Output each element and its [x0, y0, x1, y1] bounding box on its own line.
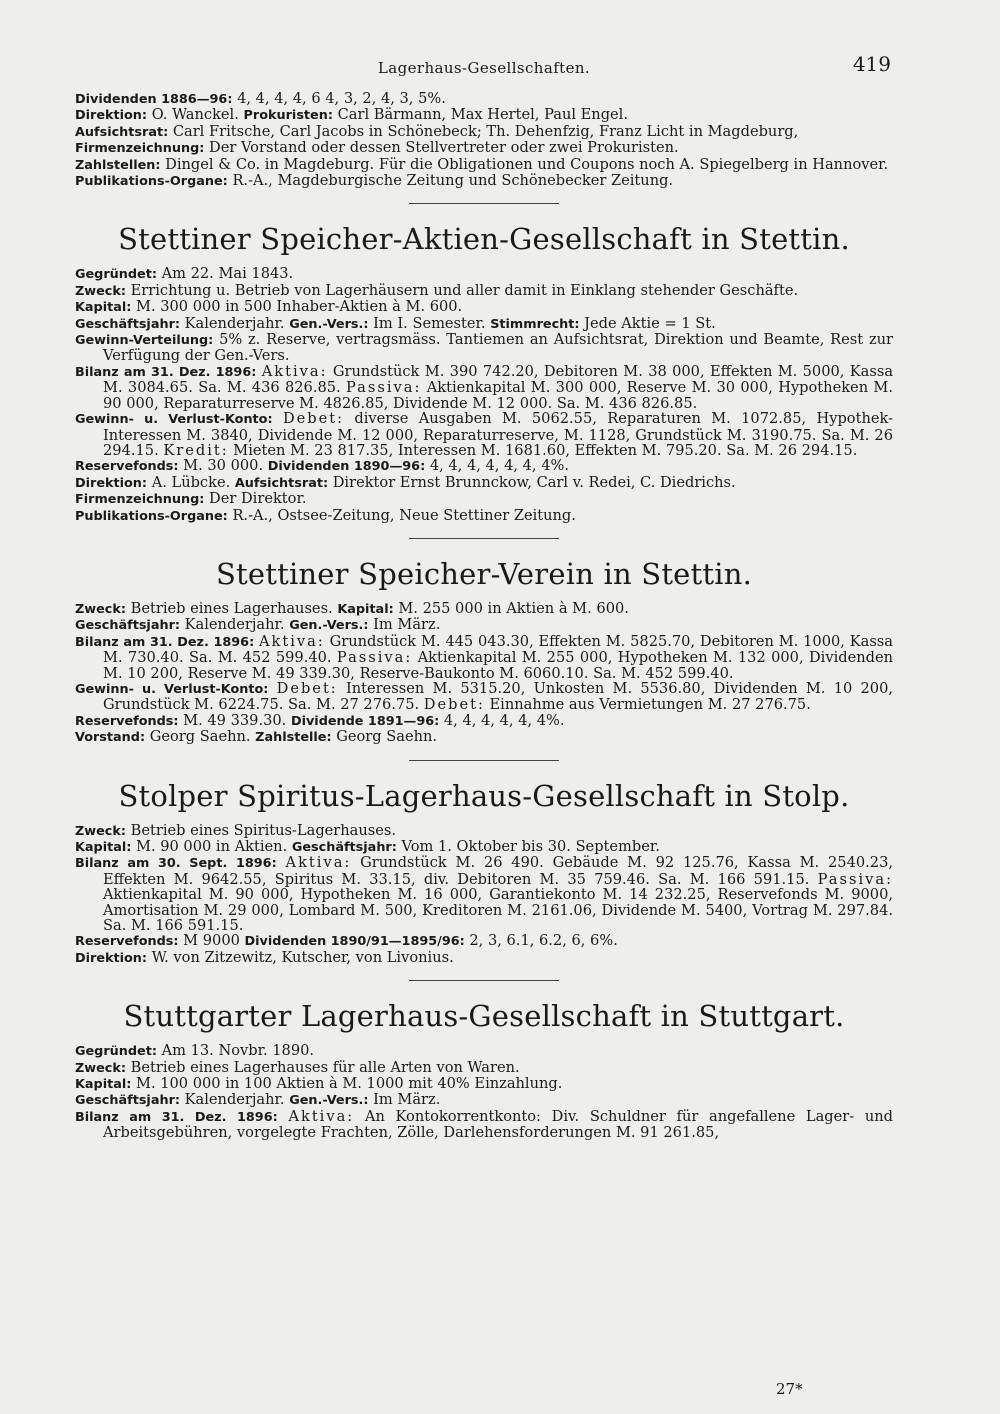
- company-heading: Stuttgarter Lagerhaus-Gesellschaft in Stuttgart.: [123, 999, 845, 1034]
- field-value: Grundstück M. 26 490. Gebäude M. 92 125.76, Kassa M. 2540.23, Effekten M. 9642.55, Spiritus M. 33.15, div. Debitoren M. 35 759.46. Sa. M. 166 591.15.: [103, 854, 894, 888]
- document-page: [75, 52, 894, 1142]
- profit-loss-line: [75, 411, 893, 458]
- liabilities-label: Passiva:: [817, 870, 893, 888]
- field-label: Gegründet:: [75, 267, 157, 283]
- company-entry: [75, 823, 893, 967]
- liabilities-label: Passiva:: [336, 649, 413, 667]
- fiscal-year-line: [75, 316, 893, 332]
- field-label: Bilanz am 31. Dez. 1896:: [75, 1109, 278, 1125]
- field-label: Kapital:: [337, 601, 394, 617]
- reserve-line: [75, 458, 893, 474]
- field-value: diverse Ausgaben M. 5062.55, Reparaturen M. 1072.85, Hypothek-Interessen M. 3840, Dividende M. 12 000, Reparaturreserve, M. 1128, Grundstück M. 3190.75. Sa. M. 26 294.15.: [103, 410, 894, 459]
- field-label: Direktion:: [75, 475, 148, 491]
- field-value: Im März.: [373, 1091, 441, 1109]
- field-label: Vorstand:: [75, 730, 146, 746]
- company-heading: Stettiner Speicher-Verein in Stettin.: [215, 556, 753, 591]
- section-divider: [409, 538, 559, 539]
- field-value: M. 49 339.30.: [183, 711, 287, 729]
- field-label: Reservefonds:: [75, 713, 179, 729]
- field-value: Jede Aktie = 1 St.: [584, 314, 716, 332]
- field-label: Gewinn- u. Verlust-Konto:: [75, 412, 273, 428]
- purpose-line: [75, 1060, 893, 1076]
- field-label: Dividenden 1886—96:: [75, 92, 233, 107]
- debit-label: Debet:: [423, 696, 485, 714]
- running-title: Lagerhaus-Gesellschaften.: [377, 59, 591, 77]
- debit-label: Debet:: [276, 679, 338, 697]
- capital-line: [75, 1076, 893, 1092]
- field-value: Carl Fritsche, Carl Jacobs in Schönebeck; Th. Dehenfzig, Franz Licht in Magdeburg,: [172, 122, 799, 140]
- debit-label: Debet:: [282, 410, 345, 428]
- field-value: Direktor Ernst Brunnckow, Carl v. Redei, C. Diedrichs.: [332, 473, 736, 491]
- field-label: Dividenden 1890/91—1895/96:: [244, 934, 465, 950]
- field-value: M. 90 000 in Aktien.: [136, 838, 288, 855]
- page-number: 419: [852, 52, 891, 76]
- field-label: Reservefonds:: [75, 934, 179, 950]
- field-value: R.-A., Magdeburgische Zeitung und Schönebecker Zeitung.: [232, 172, 674, 190]
- board-line: [75, 729, 893, 745]
- field-value: Errichtung u. Betrieb von Lagerhäusern und aller damit in Einklang stehender Geschäfte.: [130, 281, 799, 299]
- section-divider: [409, 980, 559, 981]
- balance-sheet-line: [75, 634, 893, 681]
- reserve-line: [75, 713, 893, 729]
- field-label: Publikations-Organe:: [75, 508, 228, 524]
- field-value: Carl Bärmann, Max Hertel, Paul Engel.: [337, 106, 628, 124]
- reserve-line: [75, 933, 893, 949]
- company-entry: [75, 601, 893, 746]
- field-value: Betrieb eines Lagerhauses für alle Arten von Waren.: [130, 1058, 520, 1076]
- management-line: [75, 950, 893, 966]
- field-value: Betrieb eines Lagerhauses.: [130, 599, 333, 617]
- field-value: Mieten M. 23 817.35, Interessen M. 1681.60, Effekten M. 795.20. Sa. M. 26 294.15.: [233, 441, 858, 459]
- signature-authority-line: [75, 140, 893, 156]
- field-label: Prokuristen:: [243, 108, 333, 124]
- field-label: Gegründet:: [75, 1044, 157, 1060]
- field-value: Im März.: [373, 616, 441, 634]
- field-value: Vom 1. Oktober bis 30. September.: [401, 838, 660, 855]
- liabilities-label: Passiva:: [346, 379, 422, 397]
- field-value: 2, 3, 6.1, 6.2, 6, 6%.: [469, 932, 618, 950]
- credit-label: Kredit:: [163, 441, 229, 459]
- founded-line: [75, 1043, 893, 1059]
- field-label: Kapital:: [75, 1077, 132, 1093]
- field-value: Der Vorstand oder dessen Stellvertreter oder zwei Prokuristen.: [209, 139, 679, 157]
- company-heading: Stettiner Speicher-Aktien-Gesellschaft in Stettin.: [118, 222, 850, 257]
- field-value: Kalenderjahr.: [184, 314, 285, 332]
- field-value: Aktienkapital M. 255 000, Hypotheken M. 132 000, Dividenden M. 10 200, Reserve M. 49 339.30, Reserve-Baukonto M. 6060.10. Sa. M. 452 599.40.: [103, 649, 893, 682]
- field-value: Kalenderjahr.: [184, 616, 285, 634]
- field-label: Firmenzeichnung:: [75, 492, 205, 508]
- field-label: Reservefonds:: [75, 459, 179, 475]
- field-label: Stimmrecht:: [490, 316, 580, 332]
- field-label: Firmenzeichnung:: [75, 141, 205, 157]
- company-heading: Stolper Spiritus-Lagerhaus-Gesellschaft in Stolp.: [118, 778, 850, 813]
- field-label: Gewinn- u. Verlust-Konto:: [75, 681, 269, 697]
- field-label: Zahlstellen:: [75, 157, 161, 173]
- field-value: Georg Saehn.: [336, 728, 438, 746]
- field-label: Zweck:: [75, 601, 126, 617]
- field-label: Bilanz am 31. Dez. 1896:: [75, 364, 257, 380]
- profit-loss-line: [75, 681, 893, 713]
- field-label: Kapital:: [75, 840, 132, 855]
- field-value: Einnahme aus Vermietungen M. 27 276.75.: [489, 696, 811, 714]
- field-label: Gen.-Vers.:: [289, 1093, 369, 1109]
- field-label: Bilanz am 30. Sept. 1896:: [75, 856, 277, 872]
- field-value: M. 30 000.: [183, 457, 264, 475]
- field-value: Am 22. Mai 1843.: [161, 265, 294, 283]
- field-value: Aktienkapital M. 300 000, Reserve M. 30 000, Hypotheken M. 90 000, Reparaturreserve M. 4826.85, Dividende M. 12 000. Sa. M. 436 826.85.: [103, 379, 893, 412]
- field-label: Aufsichtsrat:: [234, 475, 329, 491]
- company-entry: [75, 266, 893, 524]
- field-value: Kalenderjahr.: [184, 1091, 285, 1109]
- purpose-line: [75, 601, 893, 617]
- section-divider: [409, 760, 559, 761]
- field-value: 4, 4, 4, 4, 4, 4, 4%.: [429, 457, 569, 475]
- assets-label: Aktiva:: [259, 632, 325, 650]
- field-value: 4, 4, 4, 4, 6 4, 3, 2, 4, 3, 5%.: [237, 90, 446, 107]
- field-value: M 9000: [183, 932, 240, 950]
- field-label: Zweck:: [75, 1060, 126, 1076]
- field-value: Aktienkapital M. 90 000, Hypotheken M. 16 000, Garantiekonto M. 14 232.25, Reservefonds M. 9000, Amortisation M. 29 000, Lombard M. 500, Kreditoren M. 2161.06, Dividende M. 5400, Vortrag M. 297.84. Sa. M. 166 591.15.: [103, 886, 893, 935]
- field-label: Geschäftsjahr:: [75, 316, 180, 332]
- management-line: [75, 475, 893, 491]
- field-label: Zahlstelle:: [255, 730, 332, 746]
- field-value: 5% z. Reserve, vertragsmäss. Tantiemen an Aufsichtsrat, Direktion und Beamte, Rest zur Verfügung der Gen.-Vers.: [103, 331, 894, 365]
- paying-agents-line: [75, 157, 893, 173]
- section-divider: [409, 203, 559, 204]
- field-value: 4, 4, 4, 4, 4, 4%.: [443, 711, 565, 729]
- balance-sheet-line: [75, 855, 893, 933]
- running-header: [75, 52, 893, 91]
- field-label: Gen.-Vers.:: [289, 618, 369, 634]
- management-line: [75, 107, 893, 123]
- capital-line: [75, 299, 893, 315]
- assets-label: Aktiva:: [261, 362, 328, 380]
- field-value: A. Lübcke.: [151, 473, 231, 491]
- balance-sheet-line: [75, 1109, 893, 1141]
- field-value: M. 100 000 in 100 Aktien à M. 1000 mit 40% Einzahlung.: [136, 1075, 563, 1093]
- field-label: Dividende 1891—96:: [290, 713, 440, 729]
- field-value: O. Wanckel.: [151, 106, 239, 124]
- field-label: Zweck:: [75, 283, 126, 299]
- field-value: An Kontokorrentkonto: Div. Schuldner für angefallene Lager- und Arbeitsgebühren, vorgelegte Frachten, Zölle, Darlehensforderungen M. 91 261.85,: [103, 1107, 894, 1142]
- field-value: M. 255 000 in Aktien à M. 600.: [398, 599, 629, 617]
- assets-label: Aktiva:: [288, 1107, 355, 1125]
- capital-line: [75, 839, 893, 855]
- field-label: Bilanz am 31. Dez. 1896:: [75, 634, 255, 650]
- supervisory-board-line: [75, 124, 893, 140]
- field-value: R.-A., Ostsee-Zeitung, Neue Stettiner Zeitung.: [232, 506, 576, 524]
- profit-distribution-line: [75, 332, 893, 364]
- purpose-line: [75, 823, 893, 839]
- field-label: Kapital:: [75, 300, 132, 316]
- field-label: Publikations-Organe:: [75, 174, 228, 190]
- field-label: Aufsichtsrat:: [75, 124, 169, 140]
- founded-line: [75, 266, 893, 282]
- signature-authority-line: [75, 491, 893, 507]
- field-label: Zweck:: [75, 823, 126, 839]
- field-value: Betrieb eines Spiritus-Lagerhauses.: [130, 821, 397, 839]
- dividend-line: [75, 91, 893, 107]
- signature-mark: 27*: [776, 1380, 803, 1398]
- field-value: Dingel & Co. in Magdeburg. Für die Obligationen und Coupons noch A. Spiegelberg in Hannover.: [165, 155, 889, 173]
- field-value: Am 13. Novbr. 1890.: [161, 1042, 315, 1060]
- field-value: Grundstück M. 445 043.30, Effekten M. 5825.70, Debitoren M. 1000, Kassa M. 730.40. Sa. M. 452 599.40.: [103, 632, 893, 667]
- field-value: Im I. Semester.: [373, 314, 486, 332]
- field-label: Geschäftsjahr:: [75, 618, 180, 634]
- field-label: Geschäftsjahr:: [75, 1093, 180, 1109]
- field-value: Interessen M. 5315.20, Unkosten M. 5536.80, Dividenden M. 10 200, Grundstück M. 6224.75. Sa. M. 27 276.75.: [103, 679, 893, 714]
- field-label: Dividenden 1890—96:: [267, 459, 426, 475]
- field-value: W. von Zitzewitz, Kutscher, von Livonius.: [151, 948, 454, 966]
- field-value: Der Direktor.: [209, 490, 307, 508]
- company-entry: [75, 1043, 893, 1140]
- assets-label: Aktiva:: [285, 854, 352, 872]
- publication-line: [75, 173, 893, 189]
- field-label: Direktion:: [75, 108, 148, 124]
- fiscal-year-line: [75, 1092, 893, 1108]
- purpose-line: [75, 283, 893, 299]
- field-value: M. 300 000 in 500 Inhaber-Aktien à M. 600.: [136, 298, 463, 316]
- field-label: Geschäftsjahr:: [291, 840, 397, 855]
- field-label: Direktion:: [75, 950, 148, 966]
- field-label: Gen.-Vers.:: [289, 316, 369, 332]
- field-value: Grundstück M. 390 742.20, Debitoren M. 38 000, Effekten M. 5000, Kassa M. 3084.65. Sa. M. 436 826.85.: [103, 362, 894, 397]
- fiscal-year-line: [75, 617, 893, 633]
- publication-line: [75, 508, 893, 524]
- previous-company-entry: [75, 91, 893, 189]
- field-label: Gewinn-Verteilung:: [75, 333, 214, 349]
- balance-sheet-line: [75, 364, 893, 411]
- field-value: Georg Saehn.: [149, 728, 251, 746]
